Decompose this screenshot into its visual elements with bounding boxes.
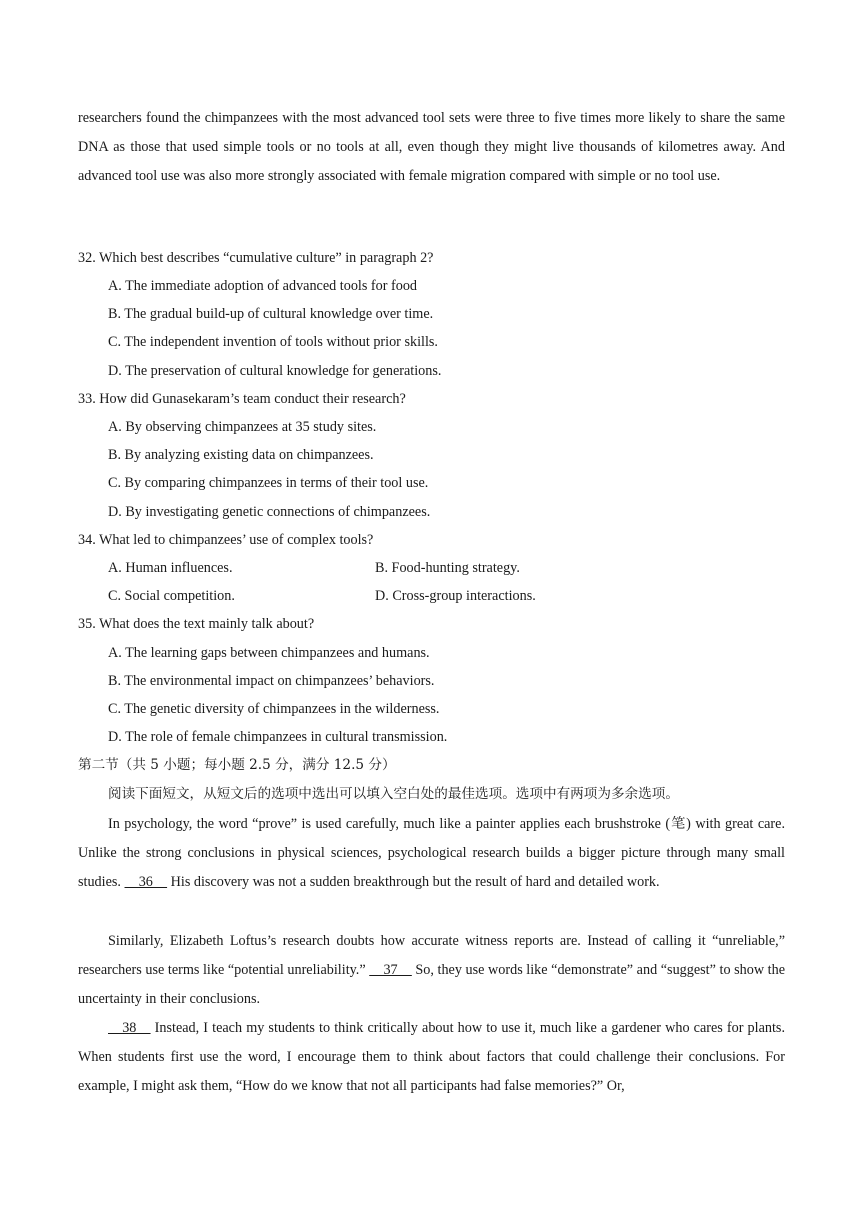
section-heading: 第二节（共 5 小题；每小题 2.5 分，满分 12.5 分） xyxy=(78,757,396,773)
question-34-option-d: D. Cross-group interactions. xyxy=(375,588,536,604)
cloze-text: Similarly, Elizabeth Loftus’s research doubts how accurate witness reports are. Instead of calling it “unreliable,” researchers use terms like “potential unreliability.” xyxy=(78,933,785,979)
question-34-option-b: B. Food-hunting strategy. xyxy=(375,560,520,576)
question-33-stem: 33. How did Gunasekaram’s team conduct their research? xyxy=(78,391,406,407)
question-35-stem: 35. What does the text mainly talk about? xyxy=(78,616,315,632)
question-35-option-a: A. The learning gaps between chimpanzees and humans. xyxy=(108,645,430,661)
question-34-option-c: C. Social competition. xyxy=(108,588,235,604)
question-33-option-c: C. By comparing chimpanzees in terms of their tool use. xyxy=(108,475,429,491)
question-32-option-d: D. The preservation of cultural knowledge for generations. xyxy=(108,363,442,379)
cloze-text: His discovery was not a sudden breakthrough but the result of hard and detailed work. xyxy=(167,874,660,891)
question-34-option-a: A. Human influences. xyxy=(108,560,233,576)
cloze-text: Instead, I teach my students to think critically about how to use it, much like a gardener who cares for plants. When students first use the word, I encourage them to think about factors that could challenge their conclusions. For example, I might ask them, “How do we know that not all participants had false memories?” Or, xyxy=(78,1020,785,1095)
question-32-option-c: C. The independent invention of tools without prior skills. xyxy=(108,334,438,350)
question-35-option-b: B. The environmental impact on chimpanzees’ behaviors. xyxy=(108,673,435,689)
question-33-option-b: B. By analyzing existing data on chimpanzees. xyxy=(108,447,374,463)
question-33-option-a: A. By observing chimpanzees at 35 study sites. xyxy=(108,419,377,435)
question-34-stem: 34. What led to chimpanzees’ use of complex tools? xyxy=(78,532,374,548)
blank-38: 38 xyxy=(108,1020,151,1036)
question-32-stem: 32. Which best describes “cumulative culture” in paragraph 2? xyxy=(78,250,434,266)
passage-paragraph: researchers found the chimpanzees with the most advanced tool sets were three to five times more likely to share the same DNA as those that used simple tools or no tools at all, even though they might live thousands of kilometres away. And advanced tool use was also more strongly associated with female migration compared with simple or no tool use. xyxy=(78,110,785,185)
cloze-text: In psychology, the word “prove” is used carefully, much like a painter applies each brushstroke (笔) with great care. Unlike the strong conclusions in physical sciences, psychological research builds a bigger picture through many small studies. xyxy=(78,816,785,891)
question-33-option-d: D. By investigating genetic connections of chimpanzees. xyxy=(108,504,431,520)
cloze-paragraph-3 xyxy=(78,1014,785,1102)
blank-37: 37 xyxy=(369,962,412,979)
question-35-option-d: D. The role of female chimpanzees in cultural transmission. xyxy=(108,729,448,745)
cloze-paragraph-2 xyxy=(78,927,785,1015)
question-32-option-a: A. The immediate adoption of advanced tools for food xyxy=(108,278,418,294)
cloze-paragraph-1 xyxy=(78,810,785,898)
question-35-option-c: C. The genetic diversity of chimpanzees in the wilderness. xyxy=(108,701,440,717)
question-32-option-b: B. The gradual build-up of cultural knowledge over time. xyxy=(108,306,434,322)
blank-36: 36 xyxy=(124,874,168,891)
cloze-text: So, they use words like “demonstrate” and “suggest” to show the uncertainty in their conclusions. xyxy=(78,962,786,1008)
section-instruction: 阅读下面短文，从短文后的选项中选出可以填入空白处的最佳选项。选项中有两项为多余选项。 xyxy=(108,786,679,802)
